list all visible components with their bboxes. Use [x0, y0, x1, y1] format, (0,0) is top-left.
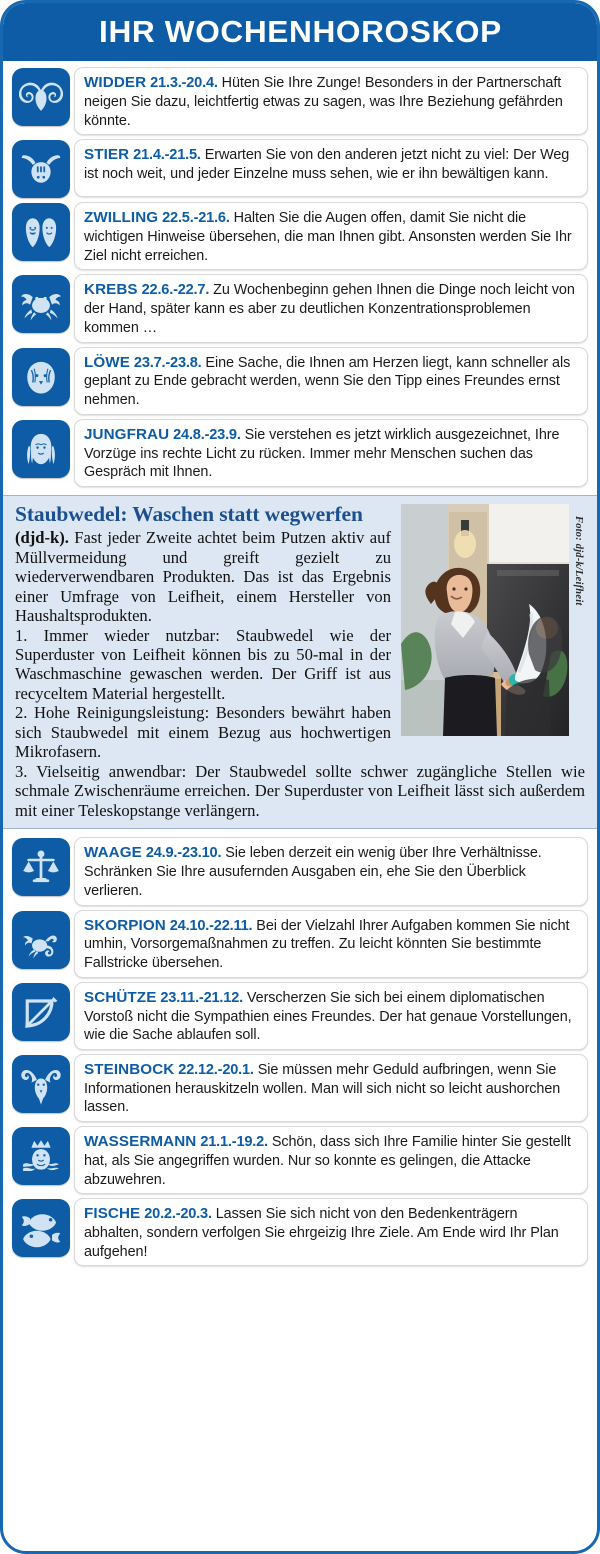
horoscope-list-top: [3, 61, 597, 495]
horoscope-card: [74, 347, 588, 415]
horoscope-row-waage: [12, 837, 588, 905]
horoscope-sign-name: FISCHE: [84, 1205, 141, 1223]
horoscope-text: [84, 988, 578, 1045]
virgo-maiden-icon: [12, 420, 70, 478]
horoscope-sign-dates: 21.1.-19.2.: [200, 1134, 268, 1151]
horoscope-row-jungfrau: [12, 419, 588, 487]
horoscope-sign-body: Schön, dass sich Ihre Familie hinter Sie gestellt hat, als Sie angegriffen wurden. Nur so konnte es gelingen, die Attacke abzuwehren.: [84, 1134, 571, 1188]
horoscope-card: [74, 910, 588, 978]
horoscope-sign-name: WIDDER: [84, 74, 147, 91]
horoscope-text: [84, 73, 578, 130]
horoscope-row-fische: [12, 1198, 588, 1266]
horoscope-sign-dates: 23.7.-23.8.: [133, 354, 202, 371]
horoscope-card: [74, 982, 588, 1050]
horoscope-text: [84, 1204, 578, 1261]
article-panel: [3, 495, 597, 829]
horoscope-row-zwilling: [12, 202, 588, 270]
horoscope-card: [74, 202, 588, 270]
horoscope-sign-body: Erwarten Sie von den anderen jetzt nicht zu viel: Der Weg ist noch weit, und jeder Einzelne muss sehen, wie er ihn bewältigen kann.: [84, 147, 570, 183]
horoscope-sign-body: Halten Sie die Augen offen, damit Sie nicht die wichtigen Hinweise übersehen, die man Ihnen gibt. Ansonsten werden Sie Ihr Ziel nicht erreichen.: [84, 210, 572, 264]
horoscope-sign-body: Bei der Vielzahl Ihrer Aufgaben kommen Sie nicht umhin, Vorsorgemaßnahmen zu treffen. Zu leicht könnten Sie bestimmte Fallstricke übersehen.: [84, 917, 570, 972]
horoscope-card: [74, 139, 588, 197]
horoscope-card: [74, 1054, 588, 1122]
aquarius-waterbearer-icon: [12, 1127, 70, 1185]
horoscope-sign-dates: 24.9.-23.10.: [145, 845, 222, 862]
horoscope-text: [84, 208, 578, 265]
article-paragraph-1-text: Fast jeder Zweite achtet beim Putzen aktiv auf Müllvermeidung und greift gezielt zu wiederverwendbaren Produkten. Das ist das Ergebnis einer Umfrage von Leifheit, einem Hersteller von Haushaltsprodukten.: [15, 528, 391, 626]
pisces-fish-icon: [12, 1199, 70, 1257]
horoscope-sign-name: SCHÜTZE: [84, 988, 157, 1006]
horoscope-text: [84, 280, 578, 337]
horoscope-sign-name: STIER: [84, 146, 130, 164]
horoscope-sign-dates: 23.11.-21.12.: [160, 989, 243, 1006]
horoscope-row-widder: [12, 67, 588, 135]
horoscope-sign-dates: 22.6.-22.7.: [141, 282, 210, 299]
horoscope-sign-body: Verscherzen Sie sich bei einem diplomatischen Vorstoß nicht die Sympathien eines Freundes. Der hat genaue Vorstellungen, wie die Sache ablaufen soll.: [84, 989, 572, 1044]
horoscope-sign-dates: 22.5.-21.6.: [162, 210, 230, 227]
horoscope-text: [84, 1060, 578, 1117]
horoscope-sign-name: ZWILLING: [84, 209, 159, 227]
article-photo-wrap: [401, 504, 584, 736]
horoscope-sign-dates: 21.3.-20.4.: [150, 75, 218, 91]
horoscope-text: [84, 353, 578, 410]
horoscope-row-stier: [12, 139, 588, 198]
capricorn-goat-icon: [12, 1055, 70, 1113]
horoscope-card: [74, 1126, 588, 1194]
horoscope-sign-dates: 24.8.-23.9.: [173, 426, 241, 443]
horoscope-sign-dates: 24.10.-22.11.: [169, 917, 253, 934]
horoscope-row-wassermann: [12, 1126, 588, 1194]
page-header: [3, 3, 597, 61]
horoscope-sign-name: LÖWE: [84, 353, 130, 371]
horoscope-sign-body: Zu Wochenbeginn gehen Ihnen die Dinge noch leicht von der Hand, später kann es aber zu deutlichen Konzentrationsproblemen kommen …: [84, 282, 575, 336]
horoscope-sign-name: WAAGE: [84, 844, 142, 862]
horoscope-text: [84, 843, 578, 900]
article-lede: (djd-k).: [15, 528, 69, 548]
horoscope-text: [84, 425, 578, 482]
horoscope-card: [74, 419, 588, 487]
horoscope-text: [84, 916, 578, 973]
scorpio-scorpion-icon: [12, 911, 70, 969]
horoscope-sign-name: KREBS: [84, 281, 138, 299]
cancer-crab-icon: [12, 275, 70, 333]
libra-scales-icon: [12, 838, 70, 896]
horoscope-text: [84, 1132, 578, 1189]
horoscope-sign-body: Sie müssen mehr Geduld aufbringen, wenn Sie Informationen herauskitzeln wollen. Man will sich nicht so leicht aushorchen lassen.: [84, 1061, 561, 1116]
horoscope-text: [84, 145, 578, 184]
horoscope-sign-body: Lassen Sie sich nicht von den Bedenkenträgern abhalten, sondern verfolgen Sie ehrgeizig Ihre Ziele. Am Ende wird Ihr Plan aufgehen!: [84, 1206, 559, 1260]
article-paragraph-3: 2. Hohe Reinigungsleistung: Besonders bewährt haben sich Staubwedel mit einem Bezug aus hochwertigen Mikrofasern.: [15, 703, 391, 762]
horoscope-card: [74, 837, 588, 905]
gemini-twins-icon: [12, 203, 70, 261]
horoscope-sign-body: Sie verstehen es jetzt wirklich ausgezeichnet, Ihre Vorzüge ins rechte Licht zu rücken. Immer mehr Menschen suchen das Gespräch mit Ihnen.: [84, 426, 560, 481]
horoscope-row-löwe: [12, 347, 588, 415]
article-paragraph-4: 3. Vielseitig anwendbar: Der Staubwedel sollte schwer zugängliche Stellen wie schmale Zwischenräume erreichen. Der Superduster von Leifheit lässt sich außerdem mit einer Teleskopstange verlängern.: [15, 761, 585, 820]
horoscope-sign-dates: 20.2.-20.3.: [144, 1206, 212, 1223]
horoscope-list-bottom: [3, 829, 597, 1276]
leo-lion-icon: [12, 348, 70, 406]
horoscope-sign-dates: 22.12.-20.1.: [178, 1061, 254, 1078]
photo-credit-text: Foto: djd-k/Leifheit: [573, 515, 584, 606]
page-title: IHR WOCHENHOROSKOP: [98, 14, 502, 49]
horoscope-card: [74, 1198, 588, 1266]
horoscope-sign-name: WASSERMANN: [84, 1133, 197, 1151]
horoscope-sign-body: Sie leben derzeit ein wenig über Ihre Verhältnisse. Schränken Sie Ihre ausufernden Ausgaben ein, ehe Sie den Überblick verlieren.: [84, 845, 542, 899]
horoscope-sign-name: SKORPION: [84, 916, 166, 934]
horoscope-row-krebs: [12, 274, 588, 342]
horoscope-row-schütze: [12, 982, 588, 1050]
article-photo: [401, 504, 569, 736]
horoscope-sign-name: STEINBOCK: [84, 1060, 175, 1078]
article-paragraph-2: 1. Immer wieder nutzbar: Staubwedel wie der Superduster von Leifheit können bis zu 50-mal in der Waschmaschine gewaschen werden. Der Griff ist aus recyceltem Material hergestellt.: [15, 625, 391, 703]
horoscope-sign-body: Eine Sache, die Ihnen am Herzen liegt, kann schneller als geplant zu Ende gebracht werden, wenn Sie den Tipp eines Freundes ernst nehmen.: [84, 354, 571, 409]
horoscope-card: [74, 67, 588, 135]
horoscope-sign-dates: 21.4.-21.5.: [133, 147, 201, 164]
horoscope-row-steinbock: [12, 1054, 588, 1122]
taurus-bull-icon: [12, 140, 70, 198]
article-title: Staubwedel: Waschen statt wegwerfen: [15, 501, 363, 526]
horoscope-row-skorpion: [12, 910, 588, 978]
aries-ram-icon: [12, 68, 70, 126]
sagittarius-bow-icon: [12, 983, 70, 1041]
duster-photo-illustration: [401, 504, 569, 736]
horoscope-sign-body: Hüten Sie Ihre Zunge! Besonders in der Partnerschaft neigen Sie dazu, leichtfertig etwas zu sagen, was Ihre Beziehung gefährden könnte.: [84, 75, 563, 129]
horoscope-sign-name: JUNGFRAU: [84, 425, 170, 443]
horoscope-card: [74, 274, 588, 342]
